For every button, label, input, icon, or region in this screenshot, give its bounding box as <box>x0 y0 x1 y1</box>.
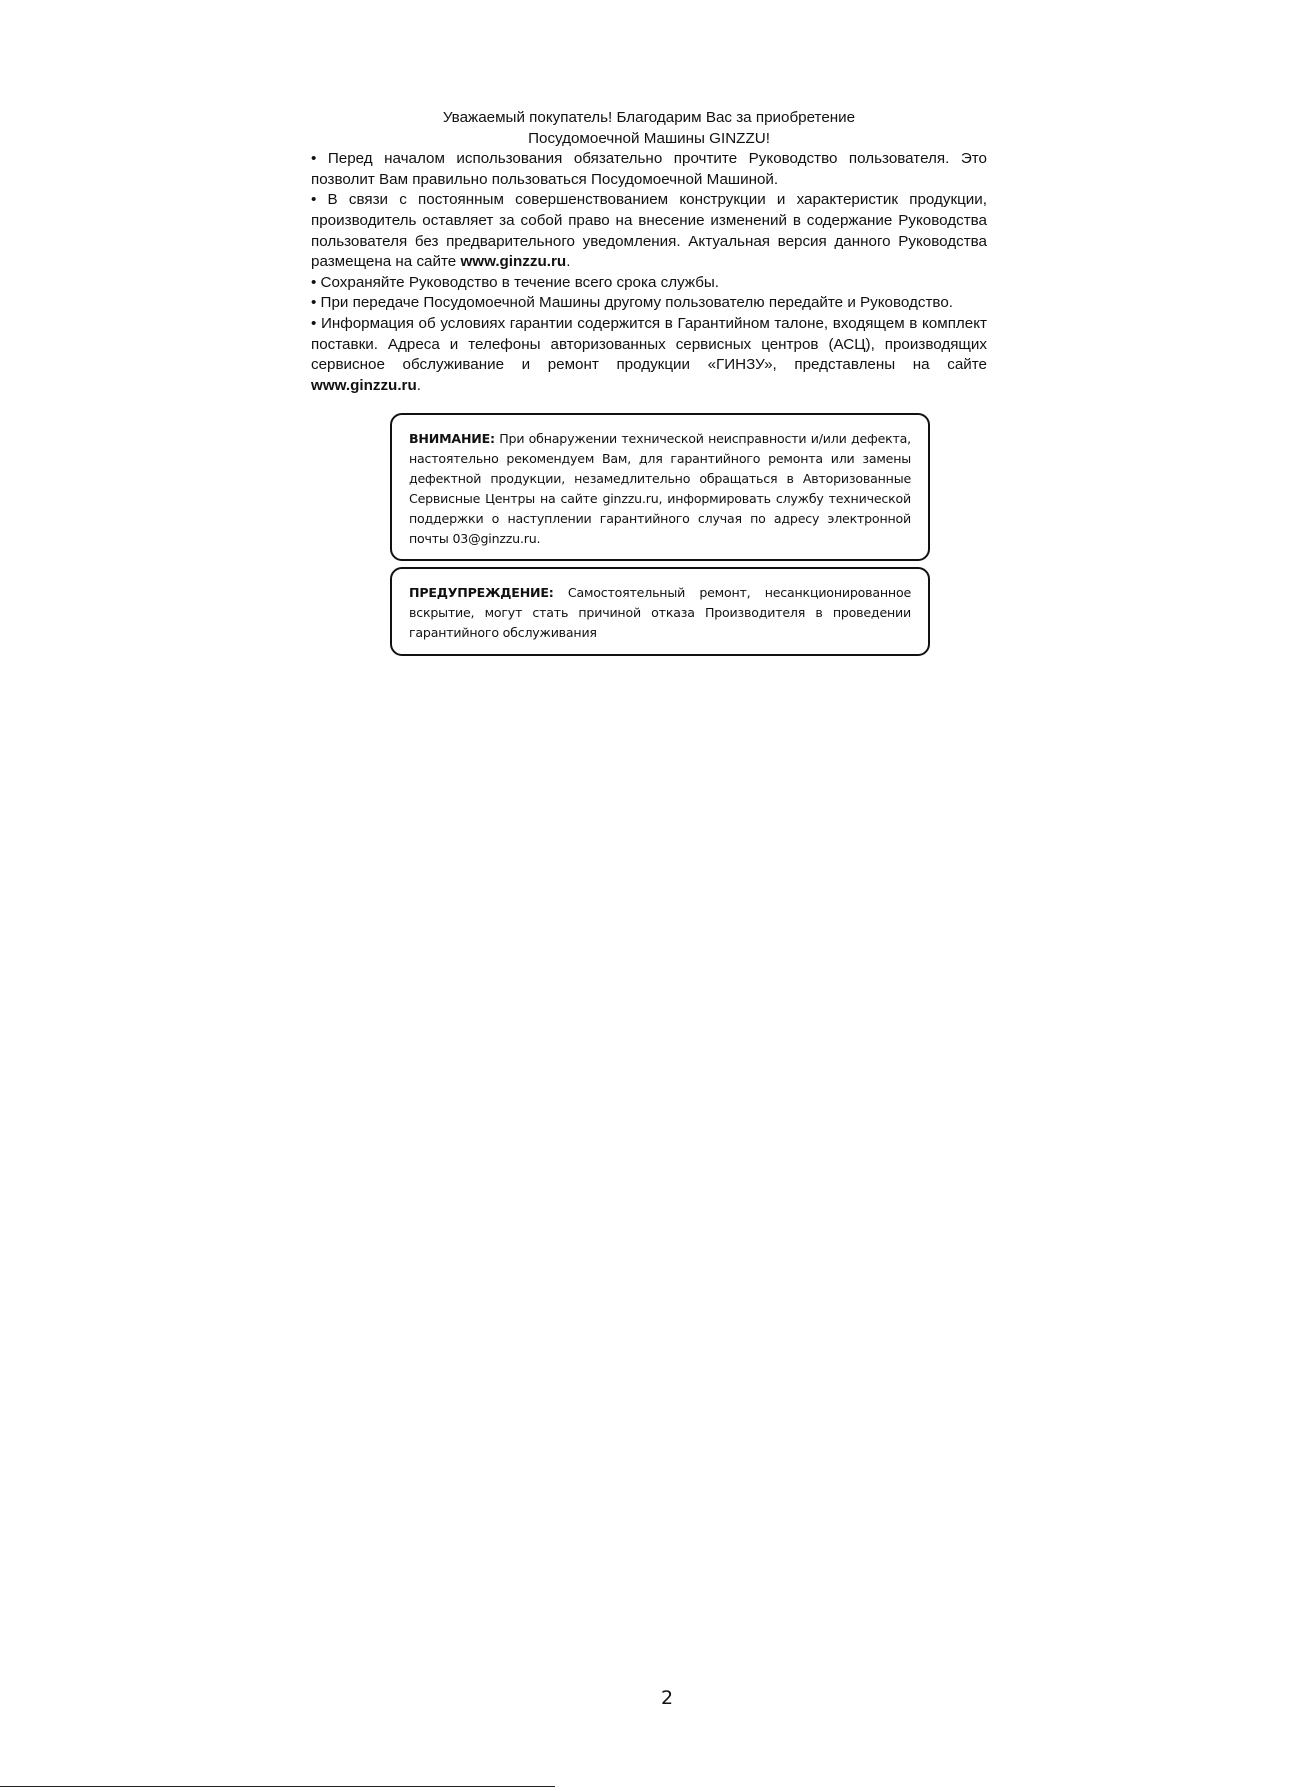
greeting-line-2: Посудомоечной Машины GINZZU! <box>528 129 770 147</box>
attention-box <box>390 413 930 561</box>
page-number: 2 <box>660 1687 674 1709</box>
service-website-link[interactable]: www.ginzzu.ru <box>311 376 417 394</box>
changes-end: . <box>566 253 571 271</box>
website-link[interactable]: www.ginzzu.ru <box>460 253 567 271</box>
warning-label: ПРЕДУПРЕЖДЕНИЕ: <box>409 585 554 600</box>
attention-label: ВНИМАНИЕ: <box>409 431 495 446</box>
attention-text: При обнаружении технической неисправности и/или дефекта, настоятельно рекомендуем Вам, для гарантийного ремонта или замены дефектной продукции, незамедлительно обращаться в Авторизованные Сервисные Центры на сайте ginzzu.ru, информировать службу технической поддержки о наступлении гарантийного случая по адресу электронной почты 03@ginzzu.ru. <box>409 431 911 546</box>
footnote-rule <box>0 1786 555 1787</box>
keep-manual-paragraph: • Сохраняйте Руководство в течение всего срока службы. <box>311 273 720 291</box>
changes-text: • В связи с постоянным совершенствованием конструкции и характеристик продукции, производитель оставляет за собой право на внесение изменений в содержание Руководства пользователя без предварительного уведомления. Актуальная версия данного Руководства размещена на сайте <box>311 191 987 271</box>
warranty-info-paragraph <box>311 314 987 396</box>
read-manual-paragraph: • Перед началом использования обязательно прочтите Руководство пользователя. Это позволит Вам правильно пользоваться Посудомоечной Машиной. <box>311 150 987 188</box>
warning-box <box>390 567 930 656</box>
changes-paragraph <box>311 190 987 272</box>
warranty-info-end: . <box>416 376 421 394</box>
intro-section <box>311 108 987 396</box>
warning-text: Самостоятельный ремонт, несанкционированное вскрытие, могут стать причиной отказа Производителя в проведении гарантийного обслуживания <box>409 585 911 640</box>
transfer-paragraph: • При передаче Посудомоечной Машины другому пользователю передайте и Руководство. <box>311 294 953 312</box>
greeting-line-1: Уважаемый покупатель! Благодарим Вас за приобретение <box>442 109 856 126</box>
warranty-info-text: • Информация об условиях гарантии содержится в Гарантийном талоне, входящем в комплект поставки. Адреса и телефоны авторизованных сервисных центров (АСЦ), производящих сервисное обслуживание и ремонт продукции «ГИНЗУ», представлены на сайте <box>311 314 987 374</box>
